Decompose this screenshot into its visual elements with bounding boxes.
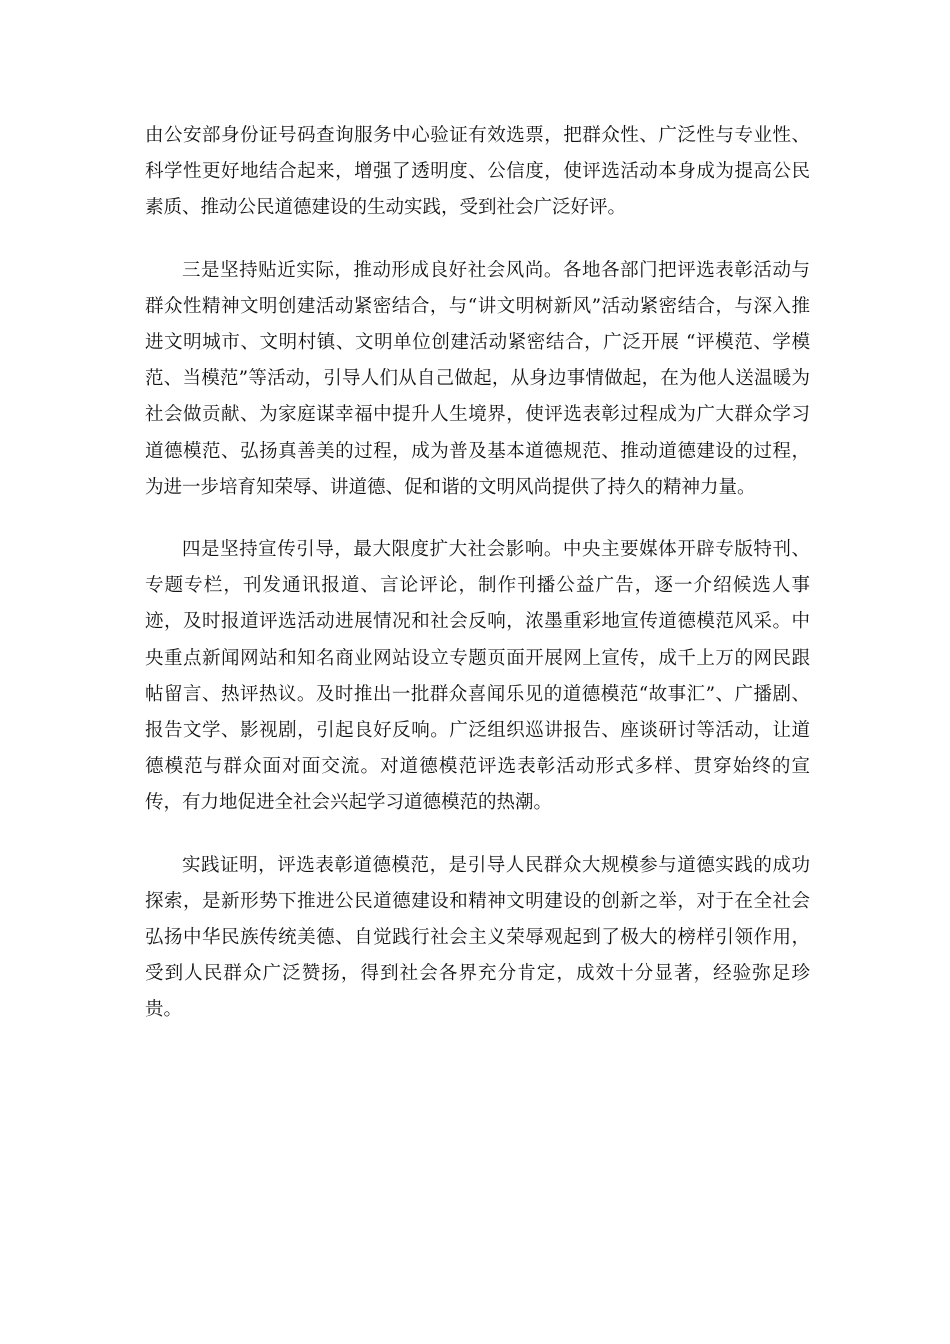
- paragraph-gap: [145, 506, 810, 532]
- paragraph-2: 三是坚持贴近实际，推动形成良好社会风尚。各地各部门把评选表彰活动与群众性精神文明创建活动紧密结合，与“讲文明树新风”活动紧密结合，与深入推进文明城市、文明村镇、文明单位创建活动紧密结合，广泛开展 “评模范、学模范、当模范”等活动，引导人们从自己做起，从身边事情做起，在为他人送温暖为社会做贡献、为家庭谋幸福中提升人生境界，使评选表彰过程成为广大群众学习道德模范、弘扬真善美的过程，成为普及基本道德规范、推动道德建设的过程，为进一步培育知荣辱、讲道德、促和谐的文明风尚提供了持久的精神力量。: [145, 259, 810, 498]
- paragraph-gap: [145, 227, 810, 253]
- paragraph-4: 实践证明，评选表彰道德模范，是引导人民群众大规模参与道德实践的成功探索，是新形势下推进公民道德建设和精神文明建设的创新之举，对于在全社会弘扬中华民族传统美德、自觉践行社会主义荣辱观起到了极大的榜样引领作用，受到人民群众广泛赞扬，得到社会各界充分肯定，成效十分显著，经验弥足珍贵。: [145, 854, 810, 1021]
- paragraph-3: 四是坚持宣传引导，最大限度扩大社会影响。中央主要媒体开辟专版特刊、专题专栏，刊发通讯报道、言论评论，制作刊播公益广告，逐一介绍候选人事迹，及时报道评选活动进展情况和社会反响，浓墨重彩地宣传道德模范风采。中央重点新闻网站和知名商业网站设立专题页面开展网上宣传，成千上万的网民跟帖留言、热评热议。及时推出一批群众喜闻乐见的道德模范“故事汇”、广播剧、报告文学、影视剧，引起良好反响。广泛组织巡讲报告、座谈研讨等活动，让道德模范与群众面对面交流。对道德模范评选表彰活动形式多样、贯穿始终的宣传，有力地促进全社会兴起学习道德模范的热潮。: [145, 539, 810, 814]
- paragraph-1: 由公安部身份证号码查询服务中心验证有效选票，把群众性、广泛性与专业性、科学性更好地结合起来，增强了透明度、公信度，使评选活动本身成为提高公民素质、推动公民道德建设的生动实践，受到社会广泛好评。: [145, 125, 810, 219]
- document-body: [145, 118, 810, 1029]
- paragraph-gap: [145, 822, 810, 848]
